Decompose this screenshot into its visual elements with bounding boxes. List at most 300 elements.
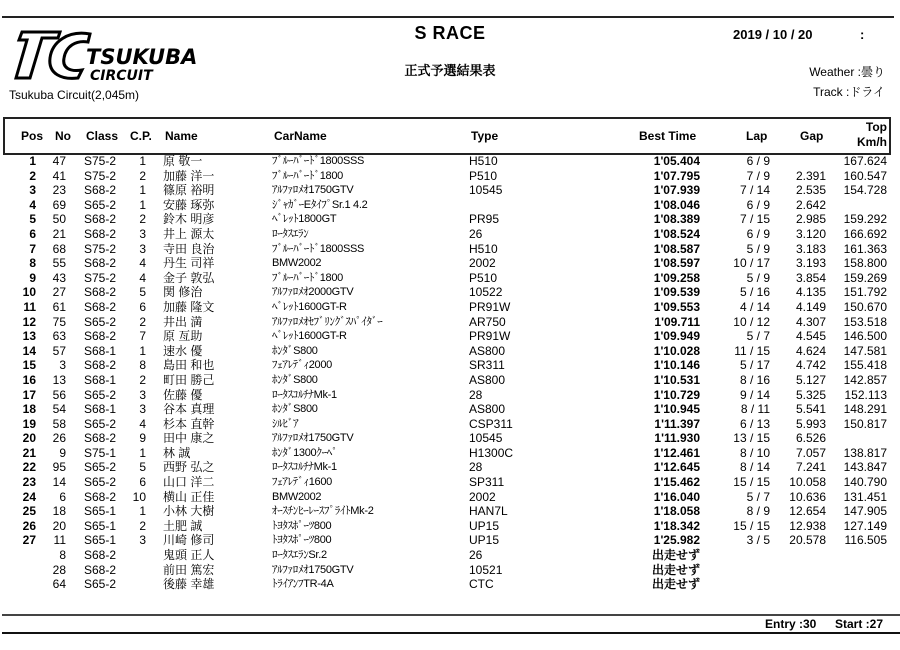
cell-class: S65-2 (84, 387, 117, 402)
cell-gap: 4.307 (795, 314, 826, 329)
cell-best-time: 1'09.539 (653, 285, 700, 300)
cell-type: H510 (469, 154, 498, 168)
cell-no: 68 (52, 241, 66, 256)
cell-gap: 5.325 (795, 387, 826, 402)
cell-gap: 4.742 (795, 358, 826, 373)
race-date: 2019 / 10 / 20 (733, 27, 813, 42)
cell-best-time: 出走せず (651, 577, 700, 592)
table-row (0, 183, 900, 198)
col-cp: C.P. (130, 129, 152, 143)
cell-top-speed: 131.451 (843, 489, 887, 504)
cell-cp: 1 (139, 343, 146, 358)
cell-pos: 13 (22, 329, 36, 344)
cell-name: 西野 弘之 (163, 460, 215, 475)
cell-carname: ｱﾙﾌｧﾛﾒｵ1750GTV (272, 184, 354, 197)
cell-type: H1300C (469, 445, 514, 460)
cell-no: 11 (53, 533, 66, 548)
cell-no: 54 (52, 402, 66, 417)
table-row (0, 154, 900, 169)
cell-lap: 3 / 5 (746, 533, 770, 548)
cell-gap: 7.241 (795, 460, 826, 475)
cell-carname: ﾍﾞﾚｯﾄ1600GT-R (272, 300, 347, 313)
cell-best-time: 1'10.945 (653, 402, 700, 417)
cell-cp: 6 (139, 299, 146, 314)
table-row (0, 446, 900, 461)
cell-no: 57 (52, 343, 66, 358)
cell-class: S68-2 (84, 285, 117, 300)
table-row (0, 329, 900, 344)
col-carname: CarName (274, 129, 327, 143)
col-top-line1: Top (865, 120, 887, 134)
cell-name: 田中 康之 (163, 431, 215, 446)
cell-pos: 3 (29, 183, 36, 198)
cell-best-time: 1'09.553 (653, 299, 700, 314)
cell-no: 21 (52, 226, 66, 241)
table-row (0, 373, 900, 388)
cell-cp: 5 (139, 460, 146, 475)
cell-carname: ﾌﾞﾙｰﾊﾞｰﾄﾞ1800SSS (272, 155, 365, 167)
col-top-speed (857, 120, 887, 150)
cell-top-speed: 142.857 (843, 372, 887, 387)
cell-no: 69 (52, 197, 66, 212)
cell-no: 43 (52, 270, 66, 285)
table-row (0, 271, 900, 286)
cell-class: S68-2 (84, 329, 117, 344)
cell-class: S68-2 (84, 358, 117, 373)
cell-type: UP15 (469, 518, 500, 533)
cell-no: 23 (52, 183, 66, 198)
cell-gap: 4.135 (795, 285, 826, 300)
cell-best-time: 1'08.587 (653, 241, 700, 256)
cell-cp: 3 (139, 387, 146, 402)
table-row (0, 358, 900, 373)
col-top-line2: Km/h (857, 135, 887, 149)
cell-best-time: 1'15.462 (653, 475, 700, 490)
cell-no: 18 (52, 504, 66, 519)
cell-lap: 5 / 9 (746, 270, 770, 285)
cell-pos: 25 (22, 504, 36, 519)
cell-lap: 10 / 17 (733, 256, 770, 271)
cell-lap: 15 / 15 (733, 475, 770, 490)
cell-gap: 5.127 (795, 372, 826, 387)
results-table-body (0, 154, 900, 592)
cell-top-speed: 150.817 (843, 416, 887, 431)
cell-type: HAN7L (469, 504, 508, 519)
cell-cp: 4 (139, 416, 146, 431)
cell-class: S65-2 (84, 577, 117, 592)
cell-pos: 20 (22, 431, 36, 446)
col-lap: Lap (746, 129, 768, 143)
cell-cp: 1 (139, 197, 146, 212)
cell-carname: ﾌｪｱﾚﾃﾞｨ2000 (272, 359, 332, 372)
cell-type: 2002 (469, 256, 496, 271)
cell-pos: 17 (22, 387, 36, 402)
table-row (0, 315, 900, 330)
cell-pos: 23 (22, 475, 36, 490)
table-row (0, 256, 900, 271)
cell-gap: 12.938 (789, 518, 826, 533)
cell-no: 64 (52, 577, 66, 592)
cell-class: S68-2 (84, 212, 117, 227)
cell-class: S65-2 (84, 475, 117, 490)
cell-name: 山口 洋二 (163, 475, 215, 490)
cell-top-speed: 147.581 (843, 343, 887, 358)
cell-pos: 1 (29, 154, 36, 168)
table-row (0, 504, 900, 519)
table-row (0, 431, 900, 446)
results-subtitle: 正式予選結果表 (404, 63, 496, 78)
cell-gap: 4.624 (795, 343, 826, 358)
table-row (0, 417, 900, 432)
cell-gap: 2.535 (795, 183, 826, 198)
cell-name: 小林 大樹 (163, 504, 215, 519)
cell-pos: 6 (29, 226, 36, 241)
cell-best-time: 1'08.597 (653, 256, 700, 271)
cell-pos: 12 (22, 314, 36, 329)
table-row (0, 548, 900, 563)
race-title: S RACE (414, 23, 486, 43)
circuit-name: Tsukuba Circuit(2,045m) (9, 88, 140, 102)
cell-lap: 13 / 15 (733, 431, 770, 446)
cell-best-time: 1'11.397 (654, 416, 700, 431)
cell-no: 58 (52, 416, 66, 431)
cell-no: 75 (52, 314, 66, 329)
cell-pos: 8 (29, 256, 36, 271)
cell-type: 26 (469, 548, 483, 563)
cell-top-speed: 138.817 (843, 445, 887, 460)
cell-pos: 11 (23, 299, 36, 314)
cell-carname: ｼﾙﾋﾞｱ (272, 417, 299, 430)
cell-top-speed: 140.790 (843, 475, 887, 490)
cell-top-speed: 151.792 (843, 285, 887, 300)
table-row (0, 519, 900, 534)
cell-name: 林 誠 (163, 445, 191, 460)
cell-name: 佐藤 優 (163, 387, 203, 402)
cell-pos: 5 (29, 212, 36, 227)
cell-best-time: 1'10.729 (653, 387, 700, 402)
cell-name: 鈴木 明彦 (163, 212, 215, 227)
cell-top-speed: 155.418 (843, 358, 887, 373)
cell-pos: 19 (22, 416, 36, 431)
cell-top-speed: 116.505 (844, 533, 887, 548)
cell-carname: ﾄﾖﾀｽﾎﾟｰﾂ800 (272, 519, 332, 532)
table-row (0, 198, 900, 213)
cell-no: 14 (52, 475, 66, 490)
cell-name: 谷本 真理 (163, 402, 215, 417)
cell-class: S68-1 (84, 402, 117, 417)
cell-type: 10522 (469, 285, 503, 300)
cell-pos: 2 (29, 168, 36, 183)
cell-type: 26 (469, 226, 483, 241)
cell-gap: 3.183 (795, 241, 826, 256)
cell-class: S68-2 (84, 226, 117, 241)
cell-no: 26 (52, 431, 66, 446)
cell-cp: 2 (139, 372, 146, 387)
cell-class: S65-2 (84, 314, 117, 329)
cell-no: 47 (52, 154, 66, 168)
cell-type: SP311 (469, 475, 505, 490)
cell-best-time: 1'16.040 (653, 489, 700, 504)
logo-text-sub: CIRCUIT (90, 68, 153, 84)
col-gap: Gap (800, 129, 824, 143)
table-row (0, 344, 900, 359)
cell-best-time: 1'08.389 (653, 212, 700, 227)
cell-name: 杉本 直幹 (163, 416, 215, 431)
cell-class: S65-1 (84, 504, 117, 519)
cell-type: P510 (469, 270, 498, 285)
cell-carname: ﾌﾞﾙｰﾊﾞｰﾄﾞ1800 (272, 169, 343, 182)
cell-name: 井上 源太 (163, 226, 215, 241)
cell-top-speed: 153.518 (843, 314, 887, 329)
cell-gap: 4.149 (795, 299, 826, 314)
cell-name: 安藤 琢弥 (163, 197, 215, 212)
cell-carname: ｱﾙﾌｧﾛﾒｵｾﾌﾞﾘﾝｸﾞｽﾊﾟｲﾀﾞｰ (272, 315, 383, 328)
cell-lap: 8 / 9 (746, 504, 770, 519)
cell-lap: 11 / 15 (734, 343, 770, 358)
cell-class: S68-2 (84, 431, 117, 446)
cell-carname: ﾛｰﾀｽｺﾙﾁﾅMk-1 (272, 461, 337, 474)
cell-cp: 4 (139, 270, 146, 285)
cell-gap: 12.654 (789, 504, 826, 519)
cell-type: UP15 (469, 533, 500, 548)
cell-name: 加藤 洋一 (163, 168, 215, 183)
cell-name: 横山 正佳 (163, 489, 215, 504)
cell-class: S68-2 (84, 299, 117, 314)
cell-cp: 1 (139, 504, 146, 519)
cell-name: 島田 和也 (163, 358, 215, 373)
cell-cp: 7 (139, 329, 146, 344)
cell-carname: BMW2002 (272, 257, 322, 270)
cell-name: 関 修治 (163, 285, 203, 300)
cell-top-speed: 154.728 (843, 183, 887, 198)
table-row (0, 285, 900, 300)
cell-class: S65-1 (84, 533, 117, 548)
race-time: : (860, 27, 865, 42)
cell-class: S75-1 (84, 445, 117, 460)
cell-carname: ｵｰｽﾁﾝﾋｰﾚｰｽﾌﾟﾗｲﾄMk-2 (272, 505, 374, 518)
cell-top-speed: 143.847 (843, 460, 887, 475)
cell-pos: 26 (22, 518, 36, 533)
cell-pos: 27 (22, 533, 36, 548)
start-count: Start :27 (835, 617, 884, 631)
cell-no: 50 (52, 212, 66, 227)
cell-lap: 5 / 7 (746, 329, 770, 344)
cell-name: 川崎 修司 (163, 533, 215, 548)
cell-pos: 24 (22, 489, 36, 504)
cell-pos: 21 (22, 445, 36, 460)
cell-pos: 22 (22, 460, 36, 475)
cell-best-time: 1'10.028 (653, 343, 700, 358)
cell-type: CSP311 (469, 416, 513, 431)
cell-no: 9 (59, 445, 66, 460)
cell-cp: 6 (139, 475, 146, 490)
cell-carname: ﾌﾞﾙｰﾊﾞｰﾄﾞ1800 (272, 271, 343, 284)
cell-type: PR91W (469, 329, 511, 344)
cell-gap: 3.193 (795, 256, 826, 271)
col-name: Name (165, 129, 198, 143)
cell-best-time: 1'09.258 (653, 270, 700, 285)
cell-top-speed: 160.547 (843, 168, 887, 183)
cell-carname: ﾎﾝﾀﾞS800 (272, 403, 318, 416)
cell-type: P510 (469, 168, 498, 183)
cell-name: 鬼頭 正人 (163, 548, 215, 563)
cell-no: 6 (59, 489, 66, 504)
cell-name: 後藤 幸雄 (163, 577, 215, 592)
track-status: Track :ドライ (813, 85, 885, 99)
cell-pos: 4 (29, 197, 36, 212)
cell-carname: ｱﾙﾌｧﾛﾒｵ1750GTV (272, 563, 354, 576)
cell-no: 41 (52, 168, 66, 183)
cell-carname: ﾄﾗｲｱﾝﾌTR-4A (272, 578, 334, 591)
cell-best-time: 1'11.930 (654, 431, 700, 446)
cell-top-speed: 159.269 (843, 270, 887, 285)
cell-best-time: 1'10.531 (653, 372, 700, 387)
cell-type: 10545 (469, 183, 503, 198)
cell-carname: ｱﾙﾌｧﾛﾒｵ2000GTV (272, 286, 354, 299)
cell-pos: 9 (29, 270, 36, 285)
cell-class: S65-1 (84, 518, 117, 533)
cell-cp: 2 (139, 518, 146, 533)
cell-gap: 20.578 (789, 533, 826, 548)
cell-cp: 1 (139, 445, 146, 460)
cell-carname: ﾎﾝﾀﾞ1300ｸｰﾍﾟ (272, 446, 338, 459)
table-row (0, 300, 900, 315)
cell-name: 原 亙助 (163, 329, 203, 344)
cell-top-speed: 148.291 (843, 402, 887, 417)
cell-name: 土肥 誠 (163, 518, 203, 533)
cell-lap: 5 / 17 (739, 358, 770, 373)
cell-gap: 5.993 (795, 416, 826, 431)
cell-pos: 7 (29, 241, 36, 256)
cell-class: S68-2 (84, 256, 117, 271)
cell-no: 27 (52, 285, 66, 300)
cell-lap: 6 / 9 (746, 226, 770, 241)
cell-class: S68-2 (84, 489, 117, 504)
cell-lap: 5 / 7 (746, 489, 770, 504)
cell-carname: ｼﾞｬｶﾞｰEﾀｲﾌﾟSr.1 4.2 (272, 198, 368, 211)
cell-best-time: 1'18.342 (653, 518, 700, 533)
table-row (0, 169, 900, 184)
col-class: Class (86, 129, 119, 143)
cell-name: 丹生 司祥 (163, 256, 215, 271)
cell-carname: ﾛｰﾀｽｴﾗﾝSr.2 (272, 549, 327, 562)
cell-top-speed: 158.800 (843, 256, 887, 271)
cell-top-speed: 161.363 (843, 241, 887, 256)
cell-class: S65-2 (84, 197, 117, 212)
cell-cp: 3 (139, 402, 146, 417)
cell-name: 寺田 良治 (163, 241, 215, 256)
cell-no: 61 (52, 299, 66, 314)
cell-lap: 7 / 14 (739, 183, 770, 198)
cell-type: PR91W (469, 299, 511, 314)
cell-name: 加藤 隆文 (163, 299, 215, 314)
cell-no: 13 (52, 372, 66, 387)
cell-best-time: 1'07.939 (653, 183, 700, 198)
cell-lap: 15 / 15 (733, 518, 770, 533)
cell-name: 速水 優 (163, 343, 203, 358)
cell-carname: ﾛｰﾀｽｴﾗﾝ (272, 227, 309, 240)
cell-no: 20 (52, 518, 66, 533)
cell-class: S65-2 (84, 460, 117, 475)
cell-best-time: 1'07.795 (653, 168, 700, 183)
cell-no: 56 (52, 387, 66, 402)
cell-pos: 16 (22, 372, 36, 387)
cell-no: 55 (52, 256, 66, 271)
cell-gap: 6.526 (795, 431, 826, 446)
col-type: Type (471, 129, 499, 143)
cell-top-speed: 150.670 (843, 299, 887, 314)
table-row (0, 212, 900, 227)
cell-class: S65-2 (84, 416, 117, 431)
table-header (3, 117, 891, 155)
cell-best-time: 出走せず (651, 562, 700, 577)
cell-class: S75-2 (84, 168, 117, 183)
cell-type: 2002 (469, 489, 496, 504)
cell-carname: ﾍﾞﾚｯﾄ1600GT-R (272, 330, 347, 343)
cell-cp: 8 (139, 358, 146, 373)
cell-best-time: 1'12.645 (653, 460, 700, 475)
cell-class: S75-2 (84, 270, 117, 285)
cell-no: 63 (52, 329, 66, 344)
cell-top-speed: 146.500 (843, 329, 887, 344)
cell-name: 井出 満 (163, 314, 203, 329)
cell-type: AR750 (469, 314, 506, 329)
top-rule (2, 16, 894, 18)
cell-gap: 7.057 (795, 445, 826, 460)
cell-name: 金子 敦弘 (163, 270, 215, 285)
cell-type: SR311 (469, 358, 505, 373)
cell-top-speed: 166.692 (843, 226, 887, 241)
cell-type: 10521 (469, 562, 503, 577)
cell-pos: 15 (22, 358, 36, 373)
cell-top-speed: 152.113 (844, 387, 887, 402)
cell-cp: 4 (139, 256, 146, 271)
cell-type: AS800 (469, 402, 506, 417)
logo-text-main: TSUKUBA (86, 45, 198, 69)
cell-lap: 9 / 14 (739, 387, 770, 402)
cell-gap: 5.541 (795, 402, 826, 417)
cell-best-time: 1'08.046 (653, 197, 700, 212)
cell-gap: 3.854 (795, 270, 826, 285)
cell-cp: 9 (139, 431, 146, 446)
cell-lap: 10 / 12 (733, 314, 770, 329)
cell-class: S68-2 (84, 562, 117, 577)
cell-gap: 2.985 (795, 212, 826, 227)
cell-best-time: 1'18.058 (653, 504, 700, 519)
footer-rule-top (2, 614, 900, 616)
cell-gap: 2.391 (795, 168, 826, 183)
cell-name: 篠原 裕明 (163, 183, 215, 198)
cell-type: 28 (469, 387, 483, 402)
table-row (0, 460, 900, 475)
cell-type: AS800 (469, 372, 506, 387)
cell-type: 10545 (469, 431, 503, 446)
cell-class: S68-2 (84, 548, 117, 563)
cell-type: PR95 (469, 212, 500, 227)
col-best-time: Best Time (639, 129, 697, 143)
cell-gap: 4.545 (795, 329, 826, 344)
cell-gap: 10.058 (789, 475, 826, 490)
footer-rule-bottom (2, 632, 900, 634)
cell-cp: 3 (139, 226, 146, 241)
cell-best-time: 出走せず (651, 548, 700, 563)
cell-lap: 5 / 9 (746, 241, 770, 256)
cell-name: 原 敬一 (163, 154, 203, 168)
cell-carname: ﾎﾝﾀﾞS800 (272, 373, 318, 386)
cell-lap: 7 / 15 (739, 212, 770, 227)
cell-carname: ｱﾙﾌｧﾛﾒｵ1750GTV (272, 432, 354, 445)
cell-cp: 2 (139, 212, 146, 227)
